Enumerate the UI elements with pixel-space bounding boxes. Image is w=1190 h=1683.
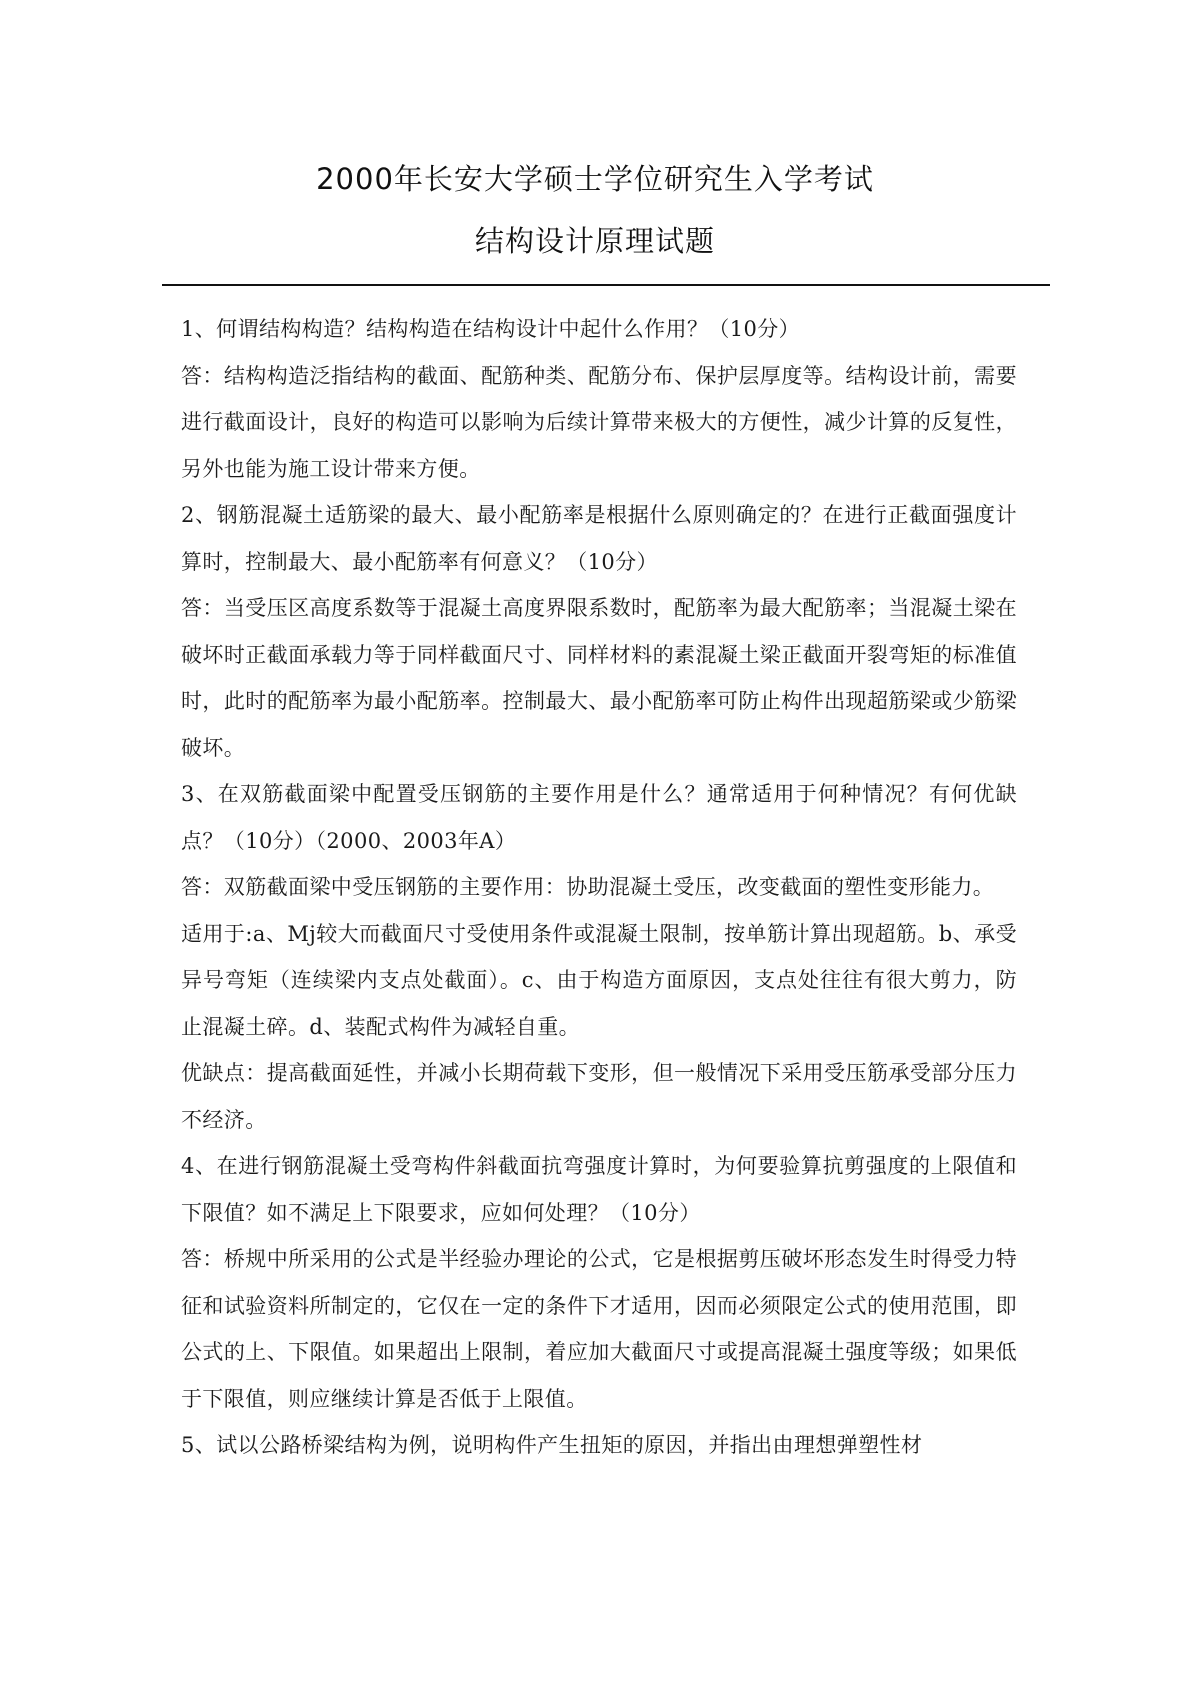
exam-subtitle: 结构设计原理试题 (474, 224, 715, 258)
question-1: 1、何谓结构构造？结构构造在结构设计中起什么作用？（10分） (181, 317, 801, 341)
answer-1: 答：结构构造泛指结构的截面、配筋种类、配筋分布、保护层厚度等。结构设计前，需要进行截面设计，良好的构造可以影响为后续计算带来极大的方便性，减少计算的反复性，另外也能为施工设计带来方便。 (181, 363, 1017, 481)
answer-3-pros-cons: 优缺点：提高截面延性，并减小长期荷载下变形，但一般情况下采用受压筋承受部分压力不经济。 (181, 1061, 1017, 1132)
exam-title: 2000年长安大学硕士学位研究生入学考试 (316, 162, 874, 196)
exam-body (181, 306, 1017, 1469)
answer-2: 答：当受压区高度系数等于混凝土高度界限系数时，配筋率为最大配筋率；当混凝土梁在破坏时正截面承载力等于同样截面尺寸、同样材料的素混凝土梁正截面开裂弯矩的标准值时，此时的配筋率为最小配筋率。控制最大、最小配筋率可防止构件出现超筋梁或少筋梁破坏。 (181, 596, 1017, 760)
answer-3-applicability: 适用于:a、Mj较大而截面尺寸受使用条件或混凝土限制，按单筋计算出现超筋。b、承受异号弯矩（连续梁内支点处截面）。c、由于构造方面原因，支点处往往有很大剪力，防止混凝土碎。d、装配式构件为减轻自重。 (181, 921, 1017, 1039)
answer-3: 答：双筋截面梁中受压钢筋的主要作用：协助混凝土受压，改变截面的塑性变形能力。 (181, 875, 995, 899)
question-4: 4、在进行钢筋混凝土受弯构件斜截面抗弯强度计算时，为何要验算抗剪强度的上限值和下限值？如不满足上下限要求，应如何处理？（10分） (181, 1154, 1017, 1225)
question-2: 2、钢筋混凝土适筋梁的最大、最小配筋率是根据什么原则确定的？在进行正截面强度计算时，控制最大、最小配筋率有何意义？（10分） (181, 503, 1017, 574)
answer-4: 答：桥规中所采用的公式是半经验办理论的公式，它是根据剪压破坏形态发生时得受力特征和试验资料所制定的，它仅在一定的条件下才适用，因而必须限定公式的使用范围，即公式的上、下限值。如果超出上限制，着应加大截面尺寸或提高混凝土强度等级；如果低于下限值，则应继续计算是否低于上限值。 (181, 1247, 1017, 1411)
question-3: 3、在双筋截面梁中配置受压钢筋的主要作用是什么？通常适用于何种情况？有何优缺点？（10分）（2000、2003年A） (181, 782, 1017, 853)
question-5: 5、试以公路桥梁结构为例，说明构件产生扭矩的原因，并指出由理想弹塑性材 (181, 1433, 923, 1457)
title-divider (162, 284, 1050, 286)
